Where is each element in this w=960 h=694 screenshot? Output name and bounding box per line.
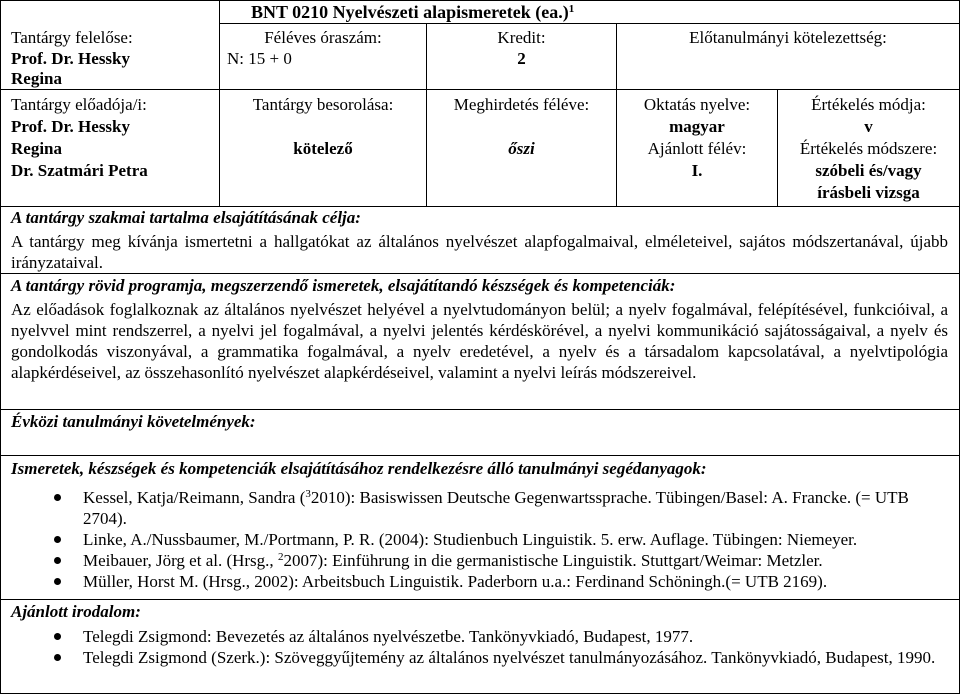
evaluation-mode-label: Értékelés módja: [811,95,926,114]
evaluation-method-value: szóbeli és/vagy [815,161,922,180]
list-item: Linke, A./Nussbaumer, M./Portmann, P. R. (2004): Studienbuch Linguistik. 5. erw. Auflage. Tübingen: Niemeyer. [1,529,959,550]
responsible-name: Regina [11,69,62,88]
credit-label: Kredit: [497,28,546,47]
classification-value: kötelező [293,139,353,158]
language-label: Oktatás nyelve: [643,95,751,114]
bullet-icon [54,654,61,661]
hours-label: Féléves óraszám: [264,28,382,47]
responsible-label: Tantárgy felelőse: [11,28,133,47]
language-value: magyar [669,117,725,136]
grid-line [1,273,959,274]
literature-list [1,626,959,668]
grid-line [1,599,959,600]
evaluation-mode-value: v [864,117,873,136]
materials-heading: Ismeretek, készségek és kompetenciák elsajátításához rendelkezésre álló tanulmányi segédanyagok: [11,459,707,478]
program-heading: A tantárgy rövid programja, megszerzendő ismeretek, elsajátítandó készségek és kompetenciák: [11,276,676,295]
semester-label: Meghirdetés féléve: [453,95,590,114]
materials-list [1,487,959,592]
bullet-icon [54,578,61,585]
lecturer-name: Prof. Dr. Hessky [11,117,130,136]
recommended-semester-value: I. [691,161,703,180]
classification-label: Tantárgy besorolása: [252,95,394,114]
goal-text: A tantárgy meg kívánja ismertetni a hallgatókat az általános nyelvészet alapfogalmaival, elméleteivel, sajátos módszertanával, újabb irányzataival. [11,232,948,272]
semester-value: őszi [508,139,535,158]
lecturer-label: Tantárgy előadója/i: [11,95,147,114]
list-item: Meibauer, Jörg et al. (Hrsg., $^2$2007): Einführung in die germanistische Linguistik. Stuttgart/Weimar: Metzler. [1,550,959,571]
list-item: Telegdi Zsigmond (Szerk.): Szöveggyűjtemény az általános nyelvészet tanulmányozásához. Tankönyvkiadó, Budapest, 1990. [1,647,959,668]
requirements-heading: Évközi tanulmányi követelmények: [11,412,256,431]
grid-line [1,455,959,456]
lecturer-name: Regina [11,139,62,158]
bullet-icon [54,494,61,501]
literature-heading: Ajánlott irodalom: [11,602,141,621]
grid-line [219,23,959,24]
evaluation-method-label: Értékelés módszere: [799,139,938,158]
goal-heading: A tantárgy szakmai tartalma elsajátításának célja: [11,208,361,227]
hours-value: N: 15 + 0 [227,49,292,68]
prerequisite-label: Előtanulmányi kötelezettség: [689,28,887,47]
bullet-icon [54,633,61,640]
bullet-icon [54,557,61,564]
credit-value: 2 [517,49,526,68]
recommended-semester-label: Ajánlott félév: [647,139,747,158]
evaluation-method-value: írásbeli vizsga [817,183,920,202]
grid-line [1,206,959,207]
grid-line [1,89,959,90]
list-item: Kessel, Katja/Reimann, Sandra ($^3$2010): Basiswissen Deutsche Gegenwartssprache. Tübingen/Basel: A. Francke. (= UTB 2704). [1,487,959,529]
responsible-name: Prof. Dr. Hessky [11,49,130,68]
lecturer-name: Dr. Szatmári Petra [11,161,148,180]
list-item: Müller, Horst M. (Hrsg., 2002): Arbeitsbuch Linguistik. Paderborn u.a.: Ferdinand Schöningh.(= UTB 2169). [1,571,959,592]
grid-line [1,409,959,410]
list-item: Telegdi Zsigmond: Bevezetés az általános nyelvészetbe. Tankönyvkiadó, Budapest, 1977. [1,626,959,647]
course-title: BNT 0210 Nyelvészeti alapismeretek $(ea.)^1$ [251,2,575,22]
program-text: Az előadások foglalkoznak az általános nyelvészet helyével a nyelvtudományon belül; a nyelv fogalmával, felépítésével, funkcióival, a nyelvvel mint rendszerrel, a nyelvi jel fogalmával, a nyelvi jelentés kérdéskörével, a nyelvi kommunikáció sajátosságaival, a nyelv és gondolkodás viszonyával, a grammatika fogalmával, a nyelv eredetével, a nyelv és a társadalom kapcsolatával, a nyelvtipológia alapkérdéseivel, az összehasonlító nyelvészet alapkérdéseivel, valamint a nyelvi leírás módszereivel. [11,300,948,382]
bullet-icon [54,536,61,543]
